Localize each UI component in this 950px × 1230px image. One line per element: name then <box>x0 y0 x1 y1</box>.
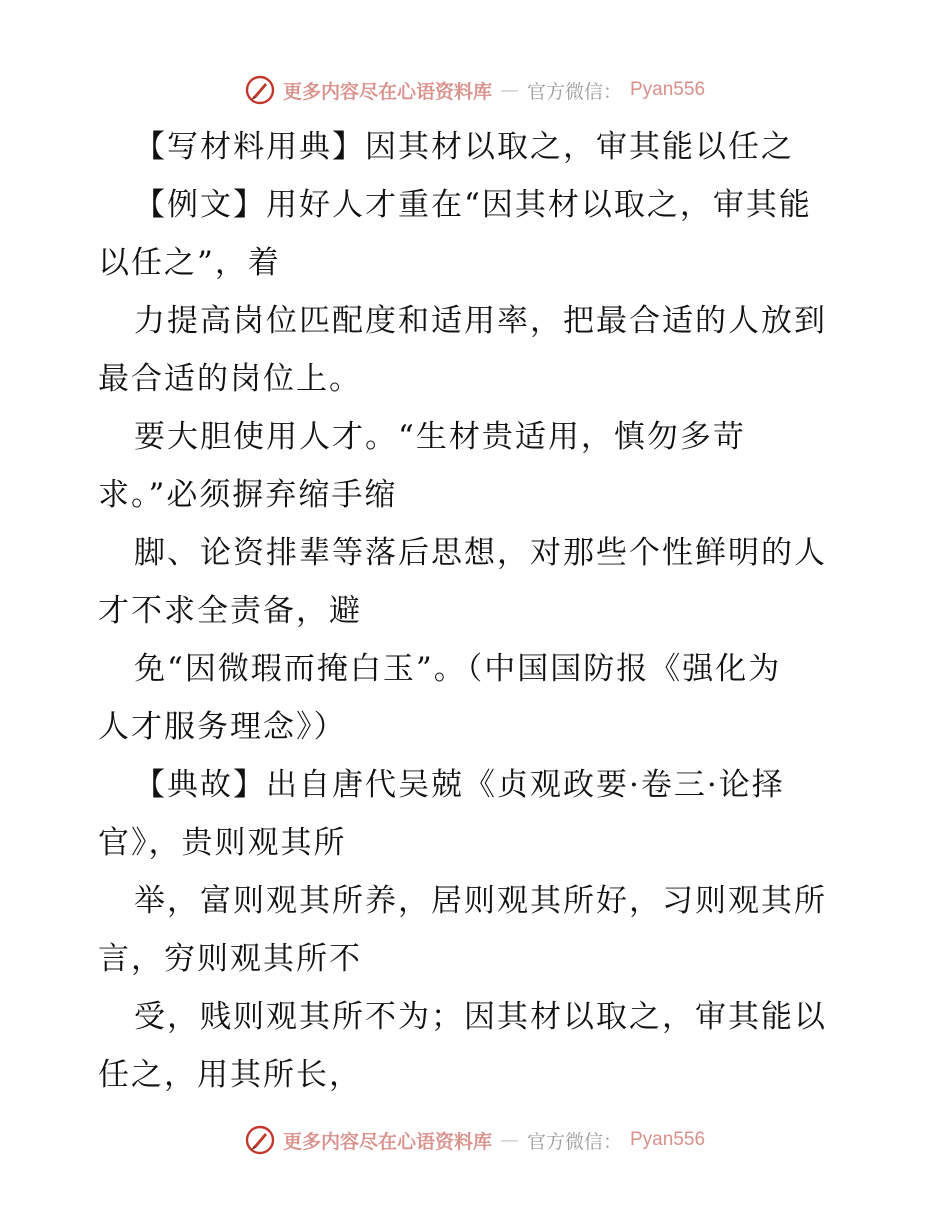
paragraph-line: 官》，贵则观其所 <box>98 825 347 861</box>
paragraph-line: 脚、论资排辈等落后思想，对那些个性鲜明的人 <box>134 535 827 571</box>
paragraph-line: 任之，用其所长， <box>98 1057 362 1093</box>
paragraph-line: 最合适的岗位上。 <box>98 361 362 397</box>
paragraph-line: 免“因微瑕而掩白玉”。（中国国防报《强化为 <box>134 651 782 687</box>
paragraph-line: 人才服务理念》） <box>98 709 347 745</box>
watermark-separator: — <box>499 79 519 101</box>
watermark-official-label: 官方微信： <box>526 1130 622 1153</box>
paragraph-line: 才不求全责备，避 <box>98 593 362 629</box>
paragraph-line: 力提高岗位匹配度和适用率，把最合适的人放到 <box>134 303 827 339</box>
watermark-brand-text: 更多内容尽在心语资料库 <box>282 1130 492 1153</box>
paragraph-line: 求。”必须摒弃缩手缩 <box>98 477 398 513</box>
paragraph-line: 【写材料用典】因其材以取之，审其能以任之 <box>134 129 794 165</box>
paragraph-line: 要大胆使用人才。“生材贵适用，慎勿多苛 <box>134 419 746 455</box>
paragraph-line: 以任之”，着 <box>98 245 281 281</box>
paragraph-line: 言，穷则观其所不 <box>98 941 362 977</box>
quill-pen-logo-icon <box>245 75 275 105</box>
watermark-official-label: 官方微信： <box>526 80 622 103</box>
watermark-wechat-id: Pyan556 <box>630 1129 706 1150</box>
watermark-wechat-id: Pyan556 <box>630 79 706 100</box>
header-watermark <box>0 70 950 110</box>
paragraph-line: 【典故】出自唐代吴兢《贞观政要·卷三·论择 <box>134 767 785 803</box>
paragraph-line: 【例文】用好人才重在“因其材以取之，审其能 <box>134 187 812 223</box>
document-body <box>98 118 858 1104</box>
watermark-separator: — <box>499 1129 519 1151</box>
quill-pen-logo-icon <box>245 1125 275 1155</box>
paragraph-line: 受，贱则观其所不为；因其材以取之，审其能以 <box>134 999 827 1035</box>
watermark-brand-text: 更多内容尽在心语资料库 <box>282 80 492 103</box>
paragraph-line: 举，富则观其所养，居则观其所好，习则观其所 <box>134 883 827 919</box>
footer-watermark <box>0 1120 950 1160</box>
